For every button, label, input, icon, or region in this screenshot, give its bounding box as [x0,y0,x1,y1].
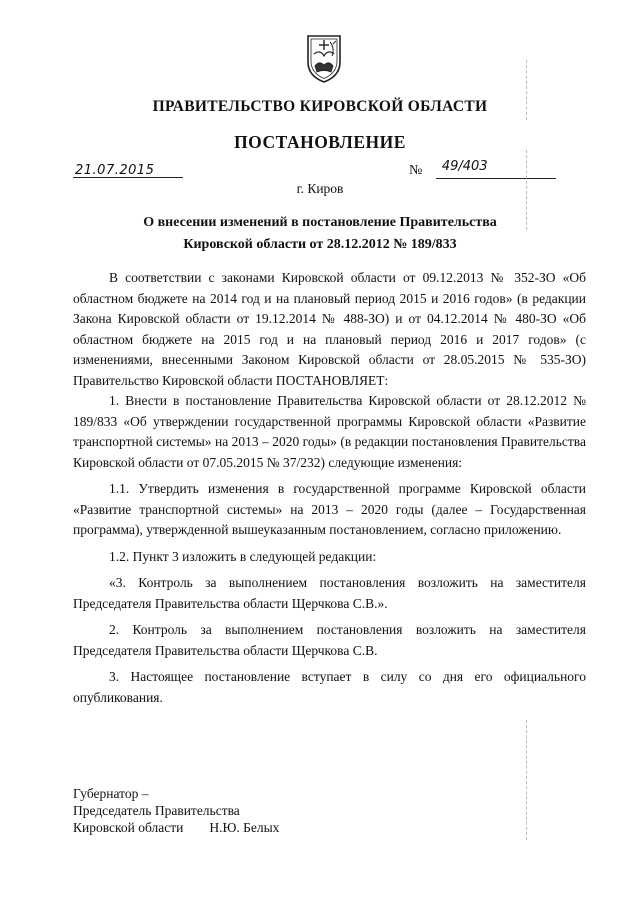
paragraph-quoted-item-3: «3. Контроль за выполнением постановления возложить на заместителя Председателя Правительства области Щерчкова С.В.». [73,575,586,611]
number-sign: № [409,163,423,178]
subject-line-2: Кировской области от 28.12.2012 № 189/833 [183,237,457,252]
number-value: 49/403 [441,159,488,174]
document-subject [0,212,640,256]
paragraph-item-1-1: 1.1. Утвердить изменения в государственной программе Кировской области «Развитие транспортной системы» на 2013 – 2020 годы (далее – Государственная программа), утвержденной вышеуказанным постановлением, согласно приложению. [73,481,586,537]
signature-block [73,785,279,836]
signature-title-1: Губернатор – [73,786,149,801]
paragraph-item-1-2: 1.2. Пункт 3 изложить в следующей редакции: [109,548,377,564]
scan-margin-line [526,720,528,840]
organization-title: ПРАВИТЕЛЬСТВО КИРОВСКОЙ ОБЛАСТИ [152,98,488,115]
subject-line-1: О внесении изменений в постановление Правительства [143,215,497,230]
signature-title-3: Кировской области [73,820,184,835]
document-number [409,159,556,179]
coat-of-arms-icon [302,32,346,84]
scan-margin-line [526,60,528,120]
paragraph-item-3: 3. Настоящее постановление вступает в силу со дня его официального опубликования. [73,669,586,705]
paragraph-item-2: 2. Контроль за выполнением постановления возложить на заместителя Председателя Правительства области Щерчкова С.В. [73,622,586,658]
signature-title-2: Председатель Правительства [73,803,240,818]
document-type-title: ПОСТАНОВЛЕНИЕ [234,132,406,152]
paragraph-item-1: 1. Внести в постановление Правительства Кировской области от 28.12.2012 № 189/833 «Об утверждении государственной программы Кировской области «Развитие транспортной системы» на 2013 – 2020 годы» (в редакции постановления Правительства Кировской области от 07.05.2015 № 37/232) следующие изменения: [73,393,586,470]
signatory-name: Н.Ю. Белых [209,820,280,835]
paragraph-preamble: В соответствии с законами Кировской области от 09.12.2013 № 352-ЗО «Об областном бюджете на 2014 год и на плановый период 2015 и 2016 годов» (в редакции Закона Кировской области от 19.12.2014 № 488-ЗО) и от 04.12.2014 № 480-ЗО «Об областном бюджете на 2015 год и на плановый период 2016 и 2017 годов» (с изменениями, внесенными Законом Кировской области от 28.05.2015 № 535-ЗО) Правительство Кировской области ПОСТАНОВЛЯЕТ: [73,270,586,388]
city-label: г. Киров [296,181,344,196]
scan-margin-line [526,150,528,230]
document-date [73,163,183,182]
date-value: 21.07.2015 [75,163,155,178]
document-body [73,268,586,708]
